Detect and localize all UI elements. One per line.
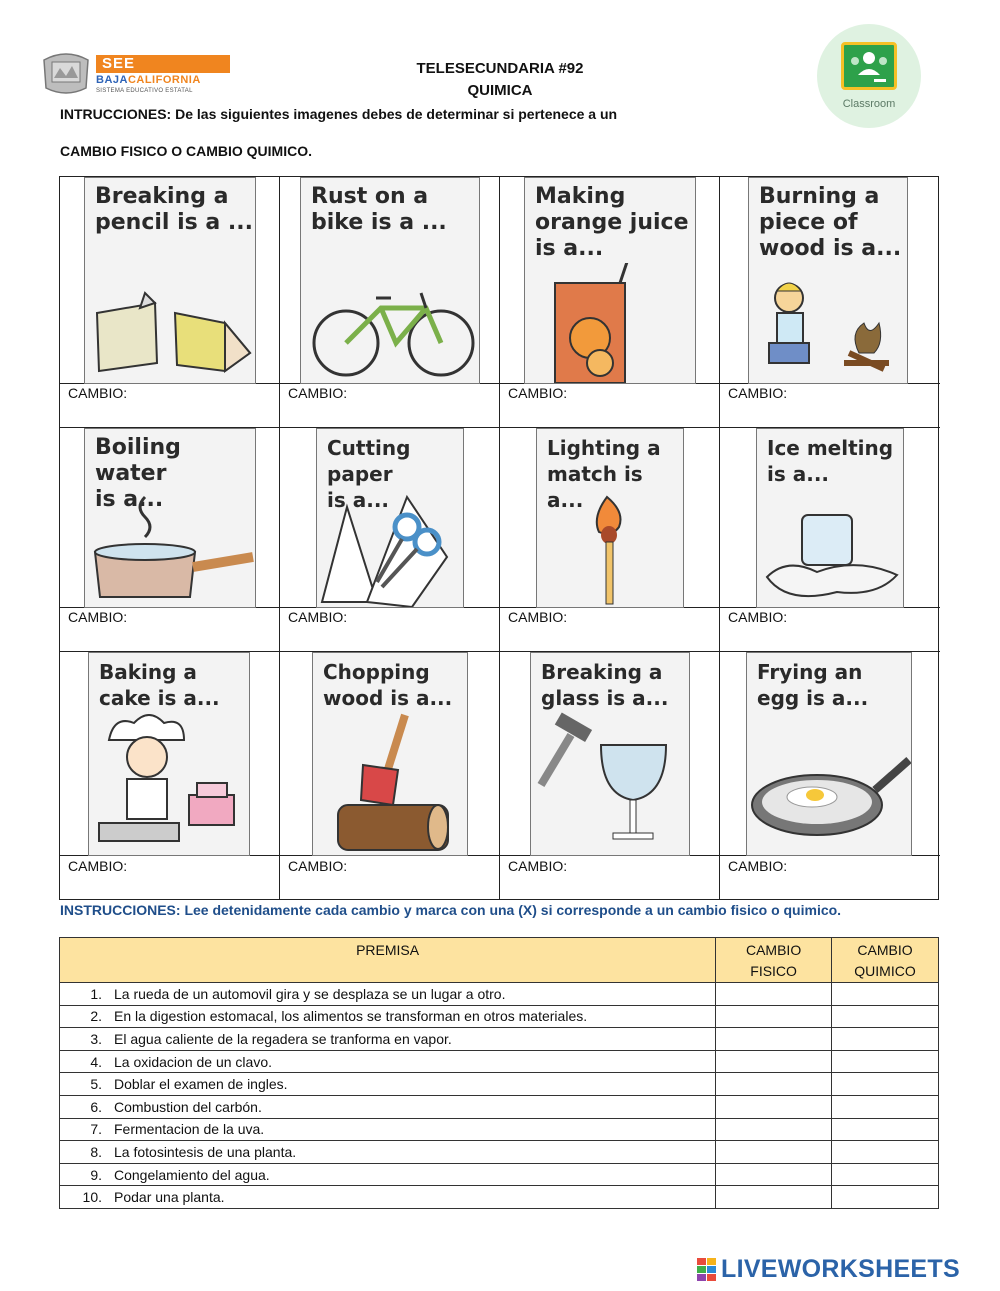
divider	[499, 608, 500, 652]
card-baking-cake	[88, 652, 250, 856]
premise-cell: 4. La oxidacion de un clavo.	[60, 1050, 716, 1073]
axe-log-illustration	[313, 705, 468, 855]
premise-header: PREMISA	[60, 938, 716, 983]
premise-cell: 7. Fermentacion de la uva.	[60, 1118, 716, 1141]
fisico-answer-cell[interactable]	[716, 1118, 832, 1141]
grid-cell	[500, 428, 720, 608]
quimico-answer-cell[interactable]	[832, 1163, 939, 1186]
card-breaking-glass	[530, 652, 690, 856]
logo-state: BAJACALIFORNIA	[96, 74, 201, 86]
subject-title: QUIMICA	[467, 82, 533, 99]
card-title: Baking a cake is a...	[99, 660, 220, 710]
table-row	[60, 983, 939, 1006]
card-chopping-wood	[312, 652, 468, 856]
bike-illustration	[301, 263, 480, 383]
instructions-line-2: CAMBIO FISICO O CAMBIO QUIMICO.	[60, 143, 312, 159]
card-breaking-pencil	[84, 177, 256, 384]
broken-pencil-illustration	[85, 253, 256, 383]
divider	[499, 384, 500, 428]
quimico-answer-cell[interactable]	[832, 1050, 939, 1073]
quimico-answer-cell[interactable]	[832, 1028, 939, 1051]
fisico-answer-cell[interactable]	[716, 1095, 832, 1118]
card-lighting-match	[536, 428, 684, 608]
divider	[719, 608, 720, 652]
grid-cell	[280, 428, 500, 608]
premise-cell: 6. Combustion del carbón.	[60, 1095, 716, 1118]
grid-cell	[60, 652, 280, 856]
table-header-row	[60, 938, 939, 983]
quimico-header: CAMBIO QUIMICO	[832, 938, 939, 983]
table-row	[60, 1005, 939, 1028]
card-title: Ice melting is a...	[767, 436, 894, 486]
table-row	[60, 1073, 939, 1096]
table-row	[60, 1028, 939, 1051]
cambio-label: CAMBIO:	[288, 385, 348, 401]
cambio-label: CAMBIO:	[68, 858, 128, 874]
fisico-answer-cell[interactable]	[716, 1050, 832, 1073]
logo-subtitle: SISTEMA EDUCATIVO ESTATAL	[96, 88, 193, 94]
divider	[719, 856, 720, 900]
divider	[499, 856, 500, 900]
table-row	[60, 1163, 939, 1186]
quimico-answer-cell[interactable]	[832, 1118, 939, 1141]
quimico-answer-cell[interactable]	[832, 1141, 939, 1164]
cambio-label: CAMBIO:	[68, 385, 128, 401]
grid-cell	[720, 428, 940, 608]
premise-cell: 8. La fotosintesis de una planta.	[60, 1141, 716, 1164]
frying-pan-illustration	[747, 705, 912, 855]
grid-cell	[720, 177, 940, 384]
cambio-label: CAMBIO:	[728, 609, 788, 625]
card-burning-wood	[748, 177, 908, 384]
grid-cell	[60, 428, 280, 608]
quimico-answer-cell[interactable]	[832, 1186, 939, 1209]
quimico-answer-cell[interactable]	[832, 1005, 939, 1028]
premise-cell: 9. Congelamiento del agua.	[60, 1163, 716, 1186]
campfire-illustration	[749, 263, 908, 383]
liveworksheets-logo[interactable]	[697, 1255, 997, 1285]
quimico-answer-cell[interactable]	[832, 1073, 939, 1096]
school-title: TELESECUNDARIA #92	[416, 60, 584, 77]
table-row	[60, 1186, 939, 1209]
instructions-line-1: INTRUCCIONES: De las siguientes imagenes debes de determinar si pertenece a un	[60, 106, 618, 122]
divider	[719, 384, 720, 428]
school-seal-logo	[40, 48, 92, 98]
table-row	[60, 1050, 939, 1073]
fisico-answer-cell[interactable]	[716, 1073, 832, 1096]
card-title: Chopping wood is a...	[323, 660, 453, 710]
see-baja-california-logo	[96, 55, 230, 95]
premise-cell: 3. El agua caliente de la regadera se tranforma en vapor.	[60, 1028, 716, 1051]
divider	[279, 856, 280, 900]
card-title: Burning a piece of wood is a...	[759, 184, 902, 261]
fisico-answer-cell[interactable]	[716, 1005, 832, 1028]
card-title: Frying an egg is a...	[757, 660, 869, 710]
grid-cell	[60, 177, 280, 384]
boiling-pot-illustration	[85, 487, 256, 607]
cambio-label: CAMBIO:	[508, 385, 568, 401]
card-frying-egg	[746, 652, 912, 856]
quimico-answer-cell[interactable]	[832, 1095, 939, 1118]
card-cutting-paper	[316, 428, 464, 608]
cambio-label: CAMBIO:	[508, 858, 568, 874]
premise-table	[59, 937, 939, 1209]
liveworksheets-icon	[697, 1258, 717, 1282]
ice-cube-illustration	[757, 487, 904, 607]
grid-cell	[280, 652, 500, 856]
hammer-glass-illustration	[531, 705, 690, 855]
card-title: Making orange juice is a...	[535, 184, 689, 261]
juice-box-illustration	[525, 263, 696, 383]
card-orange-juice	[524, 177, 696, 384]
table-instructions: INSTRUCCIONES: Lee detenidamente cada cambio y marca con una (X) si corresponde a un cambio fisico o quimico.	[60, 902, 842, 918]
logo-text: SEE	[102, 55, 136, 72]
card-title: Boiling water is a...	[95, 435, 181, 512]
fisico-answer-cell[interactable]	[716, 1163, 832, 1186]
cambio-label: CAMBIO:	[728, 385, 788, 401]
picture-grid	[59, 176, 939, 900]
fisico-answer-cell[interactable]	[716, 1141, 832, 1164]
fisico-header: CAMBIO FISICO	[716, 938, 832, 983]
baker-cake-illustration	[89, 705, 250, 855]
fisico-answer-cell[interactable]	[716, 1028, 832, 1051]
premise-cell: 2. En la digestion estomacal, los alimentos se transforman en otros materiales.	[60, 1005, 716, 1028]
cambio-label: CAMBIO:	[68, 609, 128, 625]
card-title: Rust on a bike is a ...	[311, 184, 447, 235]
cambio-label: CAMBIO:	[288, 858, 348, 874]
cambio-label: CAMBIO:	[728, 858, 788, 874]
table-row	[60, 1095, 939, 1118]
card-title: Breaking a pencil is a ...	[95, 184, 253, 235]
card-boiling-water	[84, 428, 256, 608]
premise-cell: 10. Podar una planta.	[60, 1186, 716, 1209]
liveworksheets-brand: LIVEWORKSHEETS	[721, 1255, 960, 1283]
google-classroom-icon	[817, 24, 921, 128]
card-rust-bike	[300, 177, 480, 384]
grid-cell	[720, 652, 940, 856]
table-row	[60, 1118, 939, 1141]
fisico-answer-cell[interactable]	[716, 983, 832, 1006]
premise-cell: 5. Doblar el examen de ingles.	[60, 1073, 716, 1096]
divider	[279, 384, 280, 428]
card-title: Cutting paper is a...	[327, 436, 411, 512]
cambio-label: CAMBIO:	[508, 609, 568, 625]
grid-cell	[280, 177, 500, 384]
table-row	[60, 1141, 939, 1164]
premise-cell: 1. La rueda de un automovil gira y se desplaza se un lugar a otro.	[60, 983, 716, 1006]
grid-cell	[500, 177, 720, 384]
quimico-answer-cell[interactable]	[832, 983, 939, 1006]
divider	[279, 608, 280, 652]
card-ice-melting	[756, 428, 904, 608]
row-divider	[60, 384, 940, 428]
scissors-paper-illustration	[317, 487, 464, 607]
row-divider	[60, 608, 940, 652]
match-illustration	[537, 487, 684, 607]
classroom-label: Classroom	[842, 98, 896, 110]
cambio-label: CAMBIO:	[288, 609, 348, 625]
grid-cell	[500, 652, 720, 856]
card-title: Lighting a match is a...	[547, 436, 661, 512]
card-title: Breaking a glass is a...	[541, 660, 669, 710]
fisico-answer-cell[interactable]	[716, 1186, 832, 1209]
